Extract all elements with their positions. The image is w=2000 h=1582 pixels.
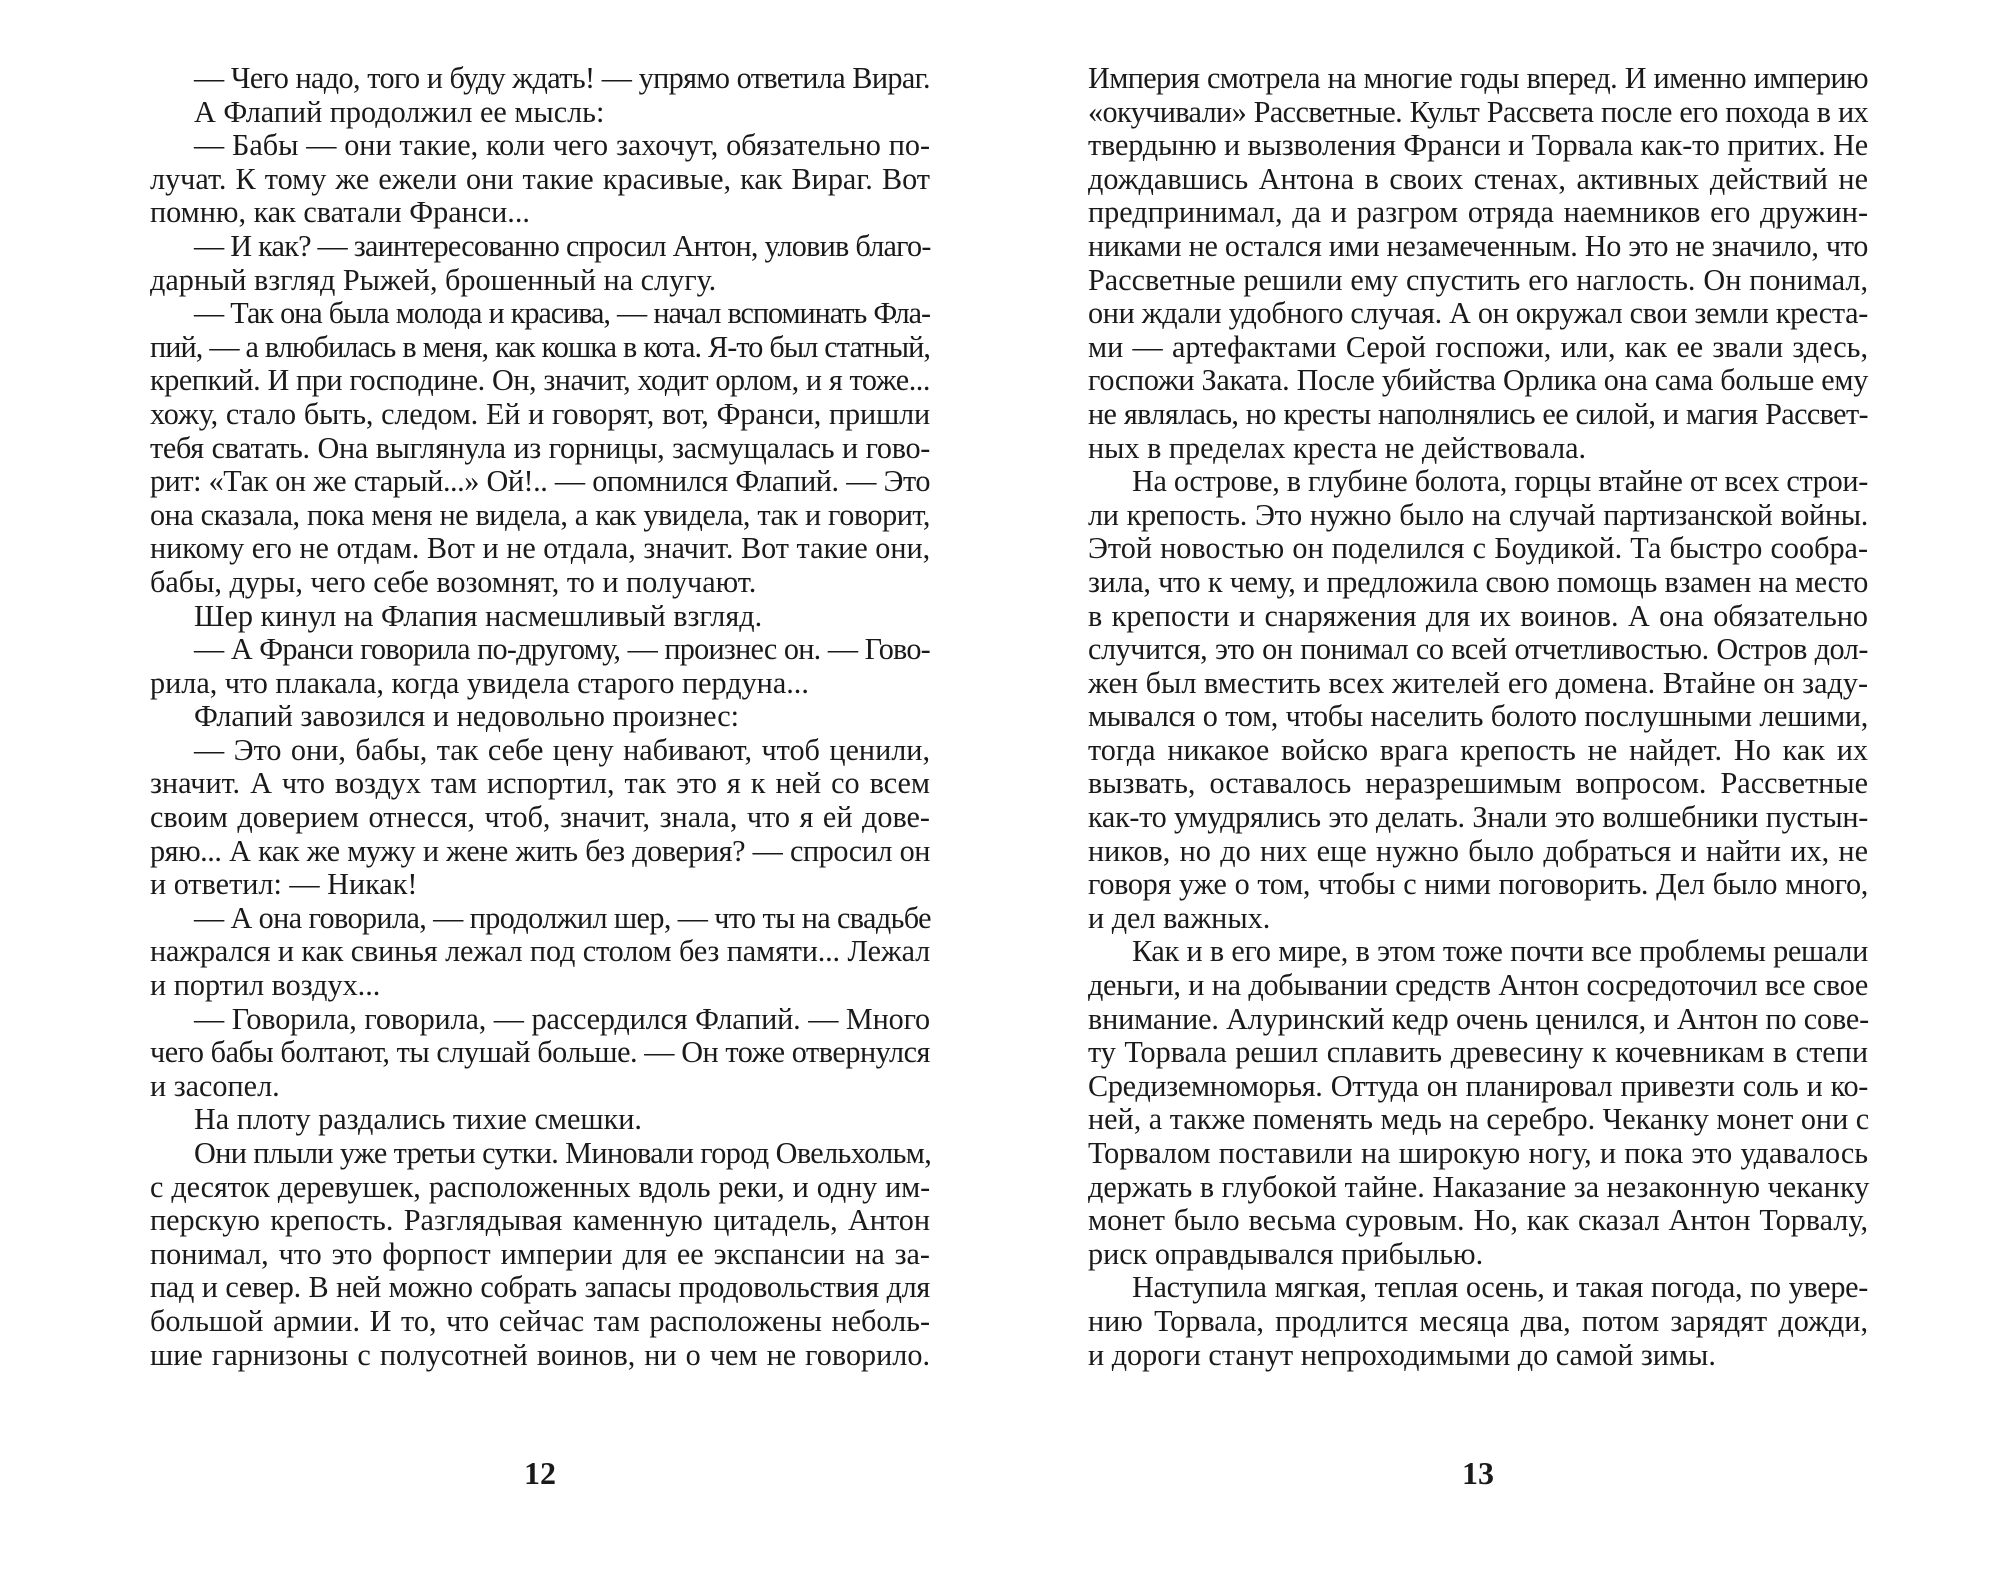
text-line: вызвать, оставалось неразрешимым вопросом. Рассветные	[1088, 766, 1868, 801]
text-line: большой армии. И то, что сейчас там расположены неболь-	[150, 1303, 930, 1338]
text-line: На плоту раздались тихие смешки.	[194, 1102, 642, 1137]
text-line: Они плыли уже третьи сутки. Миновали город Овельхольм,	[194, 1136, 932, 1170]
text-line: случится, это он понимал со всей отчетливостью. Остров дол-	[1088, 632, 1868, 667]
text-line: с десяток деревушек, расположенных вдоль реки, и одну им-	[150, 1169, 930, 1204]
text-line: Этой новостью он поделился с Боудикой. Та быстро сообра-	[1088, 531, 1868, 566]
text-line: Средиземноморья. Оттуда он планировал привезти соль и ко-	[1088, 1068, 1868, 1103]
text-line: лучат. К тому же ежели они такие красивые, как Вираг. Вот	[150, 161, 930, 196]
text-line: понимал, что это форпост империи для ее экспансии на за-	[150, 1236, 930, 1271]
right-page-text	[1088, 62, 1868, 1372]
text-line: рит: «Так он же старый...» Ой!.. — опомнился Флапий. — Это	[150, 464, 930, 499]
text-line: пий, — а влюбилась в меня, как кошка в кота. Я-то был статный,	[150, 329, 930, 364]
text-line: и ответил: — Никак!	[150, 867, 418, 902]
text-line: дарный взгляд Рыжей, брошенный на слугу.	[150, 262, 717, 297]
text-line: На острове, в глубине болота, горцы втайне от всех строи-	[1132, 464, 1868, 499]
text-line: ми — артефактами Серой госпожи, или, как ее звали здесь,	[1088, 329, 1868, 364]
text-line: ту Торвала решил сплавить древесину к кочевникам в степи	[1088, 1035, 1868, 1070]
text-line: рила, что плакала, когда увидела старого пердуна...	[150, 665, 809, 700]
text-line: шие гарнизоны с полусотней воинов, ни о чем не говорило.	[150, 1337, 930, 1372]
text-line: риск оправдывался прибылью.	[1088, 1236, 1484, 1271]
text-line: Флапий завозился и недовольно произнес:	[194, 699, 740, 734]
text-line: крепкий. И при господине. Он, значит, ходит орлом, и я тоже...	[150, 363, 930, 398]
text-line: ли крепость. Это нужно было на случай партизанской войны.	[1088, 497, 1868, 532]
text-line: — А Франси говорила по-другому, — произнес он. — Гово-	[194, 632, 930, 667]
text-line: пад и север. В ней можно собрать запасы продовольствия для	[150, 1270, 930, 1305]
text-line: говоря уже о том, чтобы с ними поговорить. Дел было много,	[1088, 867, 1868, 902]
text-line: чего бабы болтают, ты слушай больше. — Он тоже отвернулся	[150, 1035, 930, 1070]
text-line: жен был вместить всех жителей его домена. Втайне он заду-	[1088, 665, 1868, 700]
text-line: зила, что к чему, и предложила свою помощь взамен на место	[1088, 564, 1868, 599]
text-line: ряю... А как же мужу и жене жить без доверия? — спросил он	[150, 833, 930, 868]
text-line: ней, а также поменять медь на серебро. Чеканку монет они с	[1088, 1102, 1870, 1137]
text-line: никому его не отдам. Вот и не отдала, значит. Вот такие они,	[150, 531, 931, 566]
text-line: перскую крепость. Разглядывая каменную цитадель, Антон	[150, 1203, 930, 1238]
text-line: деньги, и на добывании средств Антон сосредоточил все свое	[1088, 968, 1868, 1003]
text-line: предпринимал, да и разгром отряда наемников его дружин-	[1088, 195, 1868, 230]
text-line: никами не остался ими незамеченным. Но это не значило, что	[1088, 228, 1868, 263]
right-page	[1088, 62, 1868, 1552]
text-line: твердыню и вызволения Франси и Торвала как-то притих. Не	[1088, 128, 1868, 163]
text-line: Как и в его мире, в этом тоже почти все проблемы решали	[1132, 934, 1868, 969]
text-line: Торвалом поставили на широкую ногу, и пока это удавалось	[1088, 1136, 1868, 1170]
text-line: держать в глубокой тайне. Наказание за незаконную чеканку	[1088, 1169, 1870, 1204]
text-line: нию Торвала, продлится месяца два, потом зарядят дожди,	[1088, 1303, 1868, 1338]
text-line: они ждали удобного случая. А он окружал свои земли креста-	[1088, 296, 1869, 331]
text-line: — Так она была молода и красива, — начал вспоминать Фла-	[194, 296, 930, 331]
text-line: своим доверием отнесся, чтоб, значит, знала, что я ей дове-	[150, 800, 930, 835]
text-line: не являлась, но кресты наполнялись ее силой, и магия Рассвет-	[1088, 396, 1868, 431]
text-line: хожу, стало быть, следом. Ей и говорят, вот, Франси, пришли	[150, 396, 930, 431]
text-line: она сказала, пока меня не видела, а как увидела, так и говорит,	[150, 497, 930, 532]
text-line: нажрался и как свинья лежал под столом без памяти... Лежал	[150, 934, 930, 969]
text-line: монет было весьма суровым. Но, как сказал Антон Торвалу,	[1088, 1203, 1868, 1238]
text-line: — А она говорила, — продолжил шер, — что ты на свадьбе	[194, 900, 931, 935]
text-line: Рассветные решили ему спустить его наглость. Он понимал,	[1088, 262, 1868, 297]
page-number: 12	[524, 1455, 556, 1491]
page-number: 13	[1462, 1455, 1494, 1491]
text-line: госпожи Заката. После убийства Орлика она сама больше ему	[1088, 363, 1868, 398]
text-line: тебя сватать. Она выглянула из горницы, засмущалась и гово-	[150, 430, 930, 465]
text-line: Шер кинул на Флапия насмешливый взгляд.	[194, 598, 763, 633]
text-line: — Говорила, говорила, — рассердился Флапий. — Много	[194, 1001, 930, 1036]
text-line: значит. А что воздух там испортил, так это я к ней со всем	[150, 766, 930, 801]
text-line: — Чего надо, того и буду ждать! — упрямо ответила Вираг.	[194, 61, 930, 95]
text-line: А Флапий продолжил ее мысль:	[194, 94, 605, 129]
text-line: и портил воздух...	[150, 968, 381, 1003]
text-line: мывался о том, чтобы населить болото послушными лешими,	[1088, 699, 1868, 734]
text-line: внимание. Алуринский кедр очень ценился, и Антон по сове-	[1088, 1001, 1870, 1036]
text-line: Наступила мягкая, теплая осень, и такая погода, по увере-	[1132, 1270, 1868, 1305]
left-page	[150, 62, 930, 1552]
left-page-text	[150, 62, 930, 1372]
text-line: бабы, дуры, чего себе возомнят, то и получают.	[150, 564, 757, 599]
text-line: — Это они, бабы, так себе цену набивают, чтоб ценили,	[194, 732, 930, 767]
text-line: — Бабы — они такие, коли чего захочут, обязательно по-	[194, 128, 930, 163]
text-line: в крепости и снаряжения для их воинов. А она обязательно	[1088, 598, 1868, 633]
text-line: и дороги станут непроходимыми до самой зимы.	[1088, 1337, 1716, 1372]
text-line: и дел важных.	[1088, 900, 1271, 935]
text-line: как-то умудрялись это делать. Знали это волшебники пустын-	[1088, 800, 1868, 835]
text-line: — И как? — заинтересованно спросил Антон, уловив благо-	[194, 228, 931, 263]
text-line: ных в пределах креста не действовала.	[1088, 430, 1587, 465]
text-line: и засопел.	[150, 1068, 280, 1103]
text-line: дождавшись Антона в своих стенах, активных действий не	[1088, 161, 1868, 196]
text-line: Империя смотрела на многие годы вперед. И именно империю	[1088, 61, 1868, 95]
text-line: помню, как сватали Франси...	[150, 195, 530, 230]
text-line: ников, но до них еще нужно было добраться и найти их, не	[1088, 833, 1868, 868]
text-line: «окучивали» Рассветные. Культ Рассвета после его похода в их	[1088, 94, 1868, 129]
text-line: тогда никакое войско врага крепость не найдет. Но как их	[1088, 732, 1868, 767]
